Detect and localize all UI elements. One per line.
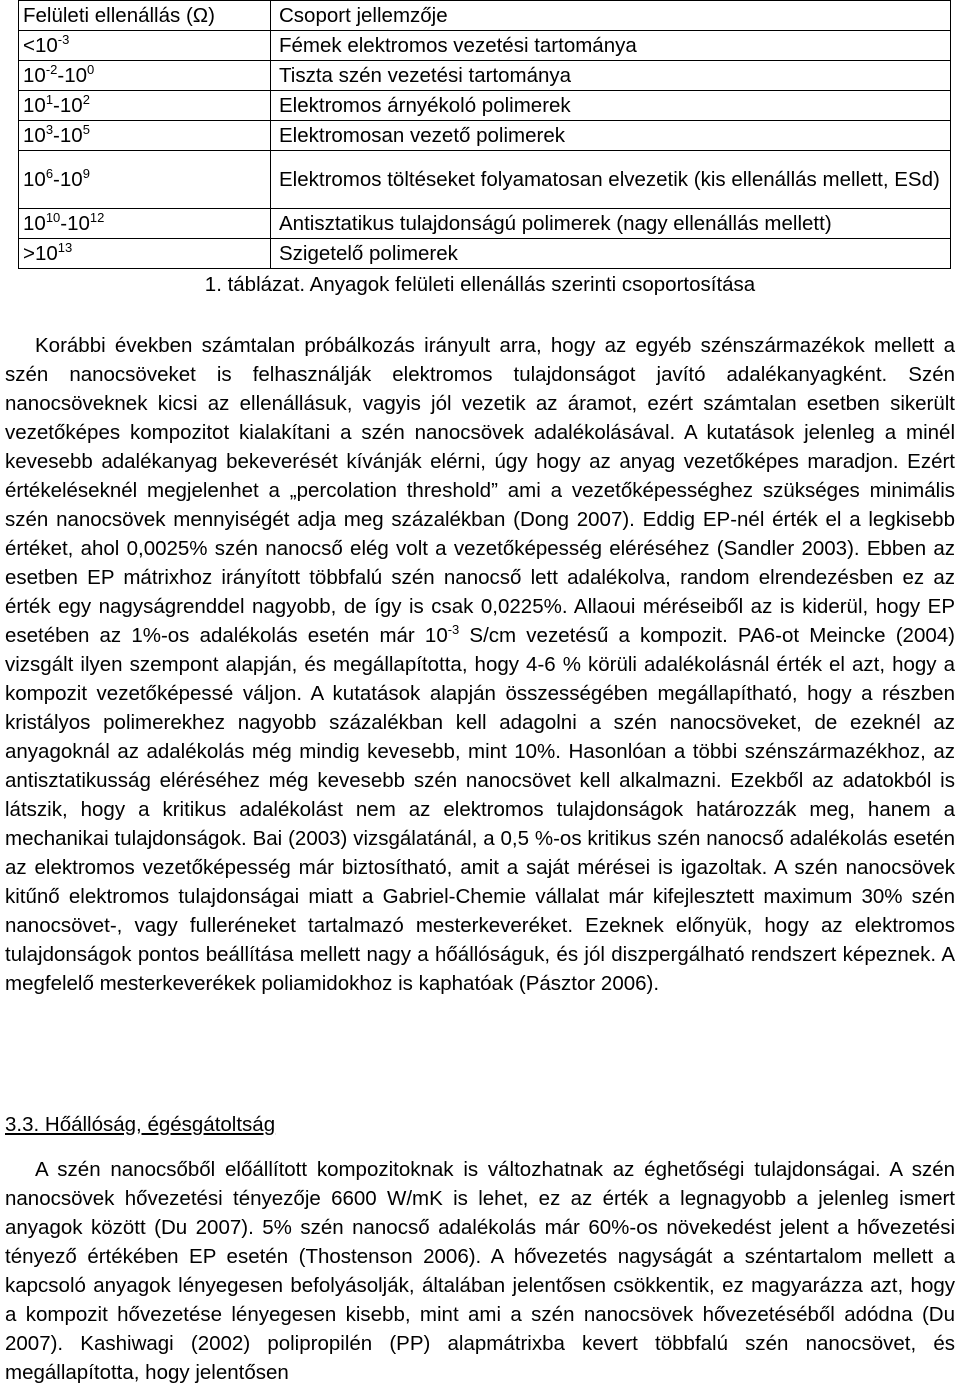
table-header-row: [19, 1, 951, 31]
group-description: Elektromosan vezető polimerek: [271, 121, 951, 151]
group-description: Fémek elektromos vezetési tartománya: [271, 31, 951, 61]
resistance-value: $10^{-2}-10^0$: [19, 61, 271, 91]
table-row: [19, 91, 951, 121]
table-row: [19, 121, 951, 151]
group-description: Elektromos töltéseket folyamatosan elvezetik (kis ellenállás mellett, ESd): [271, 151, 951, 209]
group-description: Elektromos árnyékoló polimerek: [271, 91, 951, 121]
resistance-value: $10^{10}-10^{12}$: [19, 209, 271, 239]
header-resistance: Felületi ellenállás (Ω): [19, 1, 271, 31]
resistance-value: $10^3-10^5$: [19, 121, 271, 151]
table-row: [19, 209, 951, 239]
table-row: [19, 61, 951, 91]
body-paragraph: Korábbi években számtalan próbálkozás irányult arra, hogy az egyéb szénszármazékok mellett a szén nanocsöveket is felhasználják elektromos tulajdonságot javító adalékanyagként. Szén nanocsöveknek kicsi az ellenállásuk, vagyis jól vezetik az áramot, ezért számtalan esetben sikerült vezetőképes kompozitot kialakítani a szén nanocsövek adalékolásával. A kutatások jelenleg a minél kevesebb adalékanyag bekeverését kívánják elérni, úgy hogy az anyag vezetőképes maradjon. Ezért értékeléseknél megjelenhet a „percolation threshold” ami a vezetőképességhez szükséges minimális szén nanocsövek mennyiségét adja meg százalékban (Dong 2007). Eddig EP-nél érték el a legkisebb értéket, ahol 0,0025% szén nanocső elég volt a vezetőképesség eléréséhez (Sandler 2003). Ebben az esetben EP mátrixhoz irányított többfalú szén nanocső lett adalékolva, random elrendezésben ez az érték egy nagyságrenddel nagyobb, de így is csak 0,0225%. Allaoui méréseiből az is kiderül, hogy EP esetében az 1%-os adalékolás esetén már $10^{-3}$ S/cm vezetésű a kompozit. PA6-ot Meincke (2004) vizsgált ilyen szempont alapján, és megállapította, hogy 4-6 % körüli adalékolásnál érték el azt, hogy a kompozit vezetőképessé váljon. A kutatások alapján összességében megállapítható, hogy a részben kristályos polimerekhez nagyobb százalékban kell adagolni a szén nanocsöveket, de ezeknél az anyagoknál az adalékolás még mindig kevesebb, mint 10%. Hasonlóan a többi szénszármazékhoz, az antisztatikusság eléréséhez még kevesebb szén nanocsövet kell alkalmazni. Ezekből az adatokból is látszik, hogy a kritikus adalékolást nem az elektromos tulajdonságok határozzák meg, hanem a mechanikai tulajdonságok. Bai (2003) vizsgálatánál, a 0,5 %-os kritikus szén nanocső adalékolás esetén az elektromos vezetőképesség már biztosítható, amit a saját mérései is igazoltak. A szén nanocsövek kitűnő elektromos tulajdonságai miatt a Gabriel-Chemie vállalat már kifejlesztett maximum 30% szén nanocsövet-, vagy fulleréneket tartalmazó mesterkeveréket. Ezeknek előnyük, hogy az elektromos tulajdonságok pontos beállítása mellett nagy a hőállóságuk, és jól diszpergálható rendszert képeznek. A megfelelő mesterkeverékek poliamidokhoz is kaphatóak (Pásztor 2006).: [5, 334, 955, 995]
table-row: [19, 239, 951, 269]
resistance-value: $>10^{13}$: [19, 239, 271, 269]
table-caption: 1. táblázat. Anyagok felületi ellenállás szerinti csoportosítása: [204, 273, 756, 296]
resistance-value: $10^6-10^9$: [19, 151, 271, 209]
resistance-table: [18, 0, 951, 269]
group-description: Tiszta szén vezetési tartománya: [271, 61, 951, 91]
resistance-value: $10^1-10^2$: [19, 91, 271, 121]
group-description: Szigetelő polimerek: [271, 239, 951, 269]
table-row: [19, 31, 951, 61]
header-group: Csoport jellemzője: [271, 1, 951, 31]
section-heading: 3.3. Hőállóság, égésgátoltság: [5, 1113, 276, 1136]
body-paragraph: A szén nanocsőből előállított kompozitoknak is változhatnak az éghetőségi tulajdonságai. A szén nanocsövek hővezetési tényezője 6600 W/mK is lehet, ez az érték a legnagyobb a jelenleg ismert anyagok között (Du 2007). 5% szén nanocső adalékolás már 60%-os növekedést jelent a hővezetési tényező értékében EP esetén (Thostenson 2006). A hővezetés nagyságát a széntartalom mellett a kapcsoló anyagok lényegesen befolyásolják, általában jelentősen csökkentik, ez magyarázza azt, hogy a kompozit hővezetése lényegesen kisebb, mint ami a szén nanocsövek hővezetéséből adódna (Du 2007). Kashiwagi (2002) polipropilén (PP) alapmátrixba kevert többfalú szén nanocsövet, és megállapította, hogy jelentősen: [5, 1158, 955, 1384]
table-row: [19, 151, 951, 209]
resistance-value: $<10^{-3}$: [19, 31, 271, 61]
group-description: Antisztatikus tulajdonságú polimerek (nagy ellenállás mellett): [271, 209, 951, 239]
